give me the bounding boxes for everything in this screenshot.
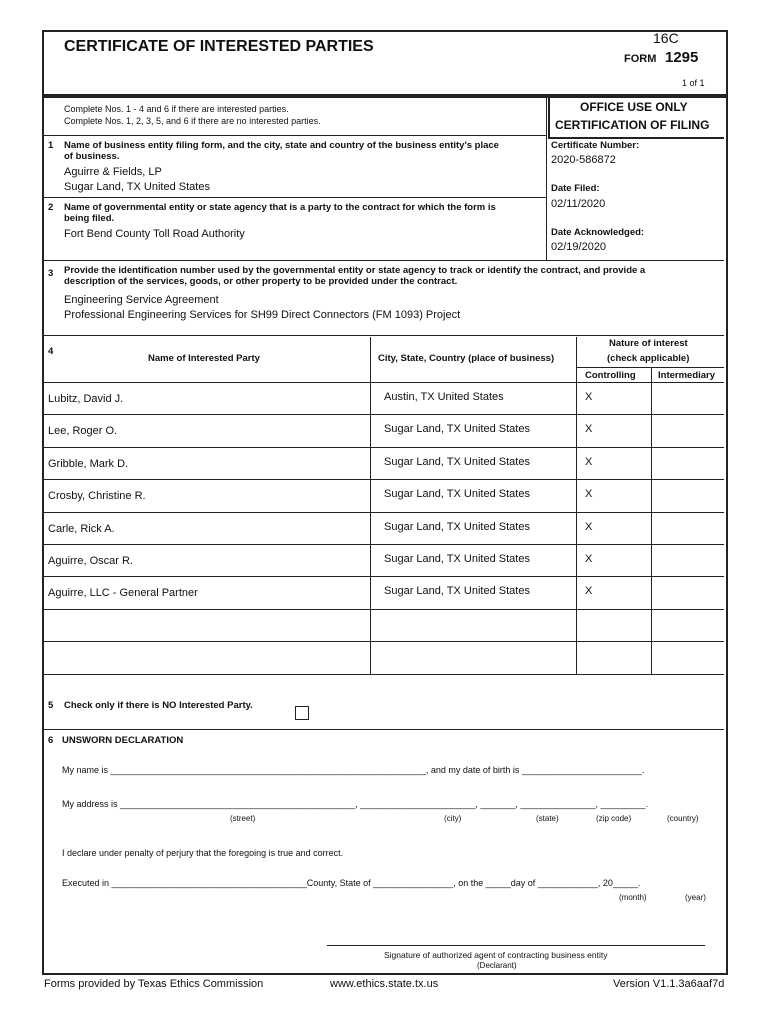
section4-number: 4 [48,346,54,357]
party-name-cell: Crosby, Christine R. [48,490,146,503]
section1-top-rule [42,135,546,136]
table-row-rule [42,641,724,642]
form-title: CERTIFICATE OF INTERESTED PARTIES [64,38,374,55]
signature-sublabel: (Declarant) [477,961,517,970]
office-title-1: OFFICE USE ONLY [580,100,688,114]
declaration-statement: I declare under penalty of perjury that the foregoing is true and correct. [62,848,344,858]
section1-value-2: Sugar Land, TX United States [64,181,210,193]
section4-top-rule [42,335,724,336]
signature-line[interactable] [327,945,705,946]
section6-title: UNSWORN DECLARATION [62,735,184,746]
party-city-cell: Sugar Land, TX United States [384,455,530,468]
party-city-cell: Sugar Land, TX United States [384,423,530,436]
column-header-controlling: Controlling [585,370,636,381]
date-acknowledged-value: 02/19/2020 [551,241,607,253]
executed-month-caption: (month) [619,893,647,902]
section1-label-a: Name of business entity filing form, and the city, state and country of the business entity's place [64,140,499,151]
section5-label: Check only if there is NO Interested Party. [64,700,253,711]
section3-value-2: Professional Engineering Services for SH99 Direct Connectors (FM 1093) Project [64,309,461,321]
instructions-line2: Complete Nos. 1, 2, 3, 5, and 6 if there are no interested parties. [64,116,321,126]
office-title-border-bottom [548,137,724,139]
date-filed-value: 02/11/2020 [551,198,606,210]
controlling-check-cell: X [585,391,593,403]
table-row-rule [42,447,724,448]
table-col-divider-2 [576,337,577,674]
date-acknowledged-label: Date Acknowledged: [551,227,645,238]
instructions-line1: Complete Nos. 1 - 4 and 6 if there are interested parties. [64,104,289,114]
section3-number: 3 [48,268,54,279]
signature-label: Signature of authorized agent of contracting business entity [384,950,608,960]
controlling-check-cell: X [585,423,593,436]
address-city-caption: (city) [444,814,462,823]
certificate-number-label: Certificate Number: [551,140,640,151]
declaration-address-line[interactable]: My address is _______________________________________________, _______________________, _______, _______________, _________. [62,799,649,809]
office-divider [546,96,547,260]
column-header-check: (check applicable) [607,353,690,364]
controlling-check-cell: X [585,520,593,533]
footer-left: Forms provided by Texas Ethics Commission [44,978,264,990]
section3-value-1: Engineering Service Agreement [64,294,219,306]
section5-top-rule [42,674,724,675]
address-street-caption: (street) [230,814,256,823]
form-number: 1295 [665,49,699,66]
date-filed-label: Date Filed: [551,183,600,194]
footer-version: Version V1.1.3a6aaf7d [613,978,725,990]
address-zip-caption: (zip code) [596,814,632,823]
party-name-cell: Gribble, Mark D. [48,457,129,470]
section2-label-a: Name of governmental entity or state agency that is a party to the contract for which the form is [64,202,496,213]
table-header-bottom-rule [42,382,724,383]
controlling-check-cell: X [585,488,593,501]
office-title-border-left [548,96,550,138]
section5-number: 5 [48,700,54,711]
party-city-cell: Austin, TX United States [384,391,504,403]
controlling-check-cell: X [585,553,593,565]
address-state-caption: (state) [536,814,559,823]
section2-label-b: being filed. [64,213,115,224]
column-header-intermediary: Intermediary [658,370,716,381]
section3-top-rule [42,260,724,261]
section1-label-b: of business. [64,151,120,162]
declaration-name-line[interactable]: My name is _______________________________________________________________, and my date of birth is ________________________. [62,765,645,775]
party-city-cell: Sugar Land, TX United States [384,488,530,501]
controlling-check-cell: X [585,585,593,598]
executed-year-caption: (year) [685,893,706,902]
column-header-nature: Nature of interest [609,338,688,349]
section1-value-1: Aguirre & Fields, LP [64,166,162,178]
table-row-rule [42,479,724,480]
section2-number: 2 [48,202,54,213]
address-country-caption: (country) [667,814,699,823]
table-col-divider-3 [651,367,652,674]
table-row-rule [42,512,724,513]
section3-label-b: description of the services, goods, or other property to be provided under the contract. [64,276,458,287]
table-row-rule [42,609,724,610]
certificate-number-value: 2020-586872 [551,154,616,166]
party-city-cell: Sugar Land, TX United States [384,585,530,598]
section2-value: Fort Bend County Toll Road Authority [64,228,245,240]
party-name-cell: Lee, Roger O. [48,425,118,438]
table-row-rule [42,414,724,415]
form-label: FORM [624,53,657,65]
table-col-divider-1 [370,337,371,674]
no-interested-party-checkbox[interactable] [295,706,309,720]
section3-label-a: Provide the identification number used by the governmental entity or state agency to track or identify the contract, and provide a [64,265,646,276]
footer-website-link[interactable]: www.ethics.state.tx.us [330,978,439,990]
party-city-cell: Sugar Land, TX United States [384,553,530,565]
nature-subheader-rule [576,367,724,368]
table-row-rule [42,544,724,545]
column-header-city: City, State, Country (place of business) [378,353,555,364]
section6-number: 6 [48,735,54,746]
section6-top-rule [42,729,724,730]
party-city-cell: Sugar Land, TX United States [384,520,530,533]
party-name-cell: Lubitz, David J. [48,393,124,405]
party-name-cell: Carle, Rick A. [48,522,115,535]
party-name-cell: Aguirre, LLC - General Partner [48,587,198,600]
party-name-cell: Aguirre, Oscar R. [48,555,133,567]
declaration-executed-line[interactable]: Executed in _______________________________________County, State of ________________, on the _____day of ____________, 20_____. [62,878,641,888]
column-header-name: Name of Interested Party [148,353,260,364]
controlling-check-cell: X [585,455,593,468]
form-code: 16C [653,30,679,46]
office-title-2: CERTIFICATION OF FILING [555,118,710,132]
table-row-rule [42,576,724,577]
section2-top-rule [42,197,546,198]
section1-number: 1 [48,140,54,151]
page-number: 1 of 1 [682,78,705,88]
